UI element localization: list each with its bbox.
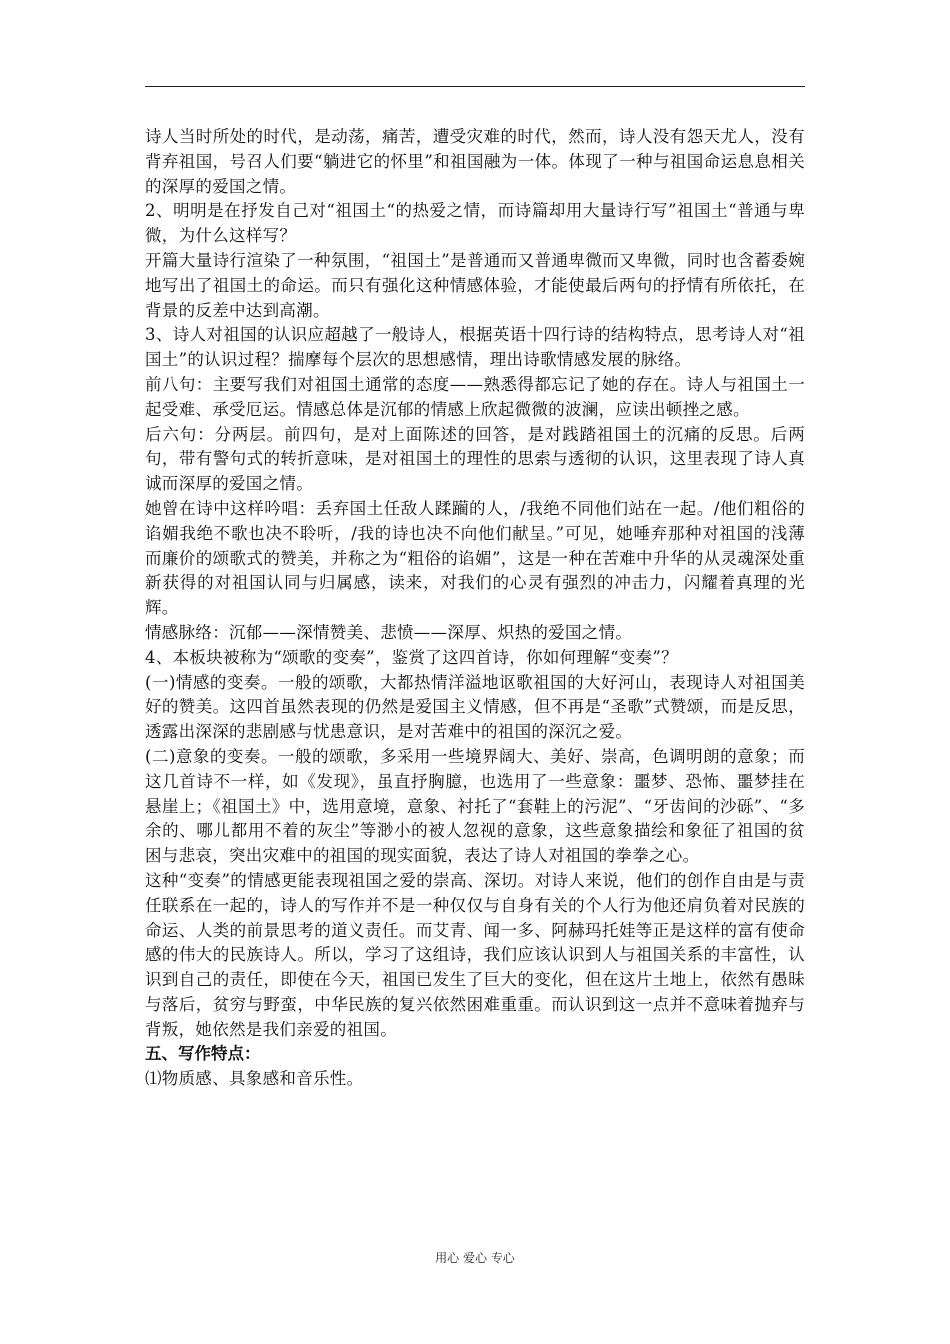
paragraph-era-context: 诗人当时所处的时代，是动荡，痛苦，遭受灾难的时代，然而，诗人没有怨天尤人，没有背弃祖国，号召人们要“躺进它的怀里”和祖国融为一体。体现了一种与祖国命运息息相关的深厚的爱国之情。 (145, 127, 805, 196)
answer-3-last-six-lines: 后六句：分两层。前四句，是对上面陈述的回答，是对践踏祖国土的沉痛的反思。后两句，带有警句式的转折意味，是对祖国土的理性的思索与透彻的认识，这里表现了诗人真诚而深厚的爱国之情。 (145, 424, 805, 494)
answer-3-quote: 她曾在诗中这样吟唱：丢弃国土任敌人蹂躏的人，/我绝不同他们站在一起。/他们粗俗的谄媚我绝不歌也决不聆听，/我的诗也决不向他们献呈。”可见，她唾弃那种对祖国的浅薄而廉价的颂歌式的赞美，并称之为“粗俗的谄媚”，这是一种在苦难中升华的从灵魂深处重新获得的对祖国认同与归属感，读来，对我们的心灵有强烈的冲击力，闪耀着真理的光辉。 (145, 498, 805, 618)
emotion-thread: 情感脉络：沉郁——深情赞美、悲愤——深厚、炽热的爱国之情。 (145, 622, 633, 642)
question-2: 2、明明是在抒发自己对“祖国土“的热爱之情，而诗篇却用大量诗行写”祖国土“普通与卑微，为什么这样写？ (145, 201, 805, 246)
document-body (145, 125, 805, 1092)
question-3: 3、诗人对祖国的认识应超越了一般诗人，根据英语十四行诗的结构特点，思考诗人对“祖国土”的认识过程？揣摩每个层次的思想感情，理出诗歌情感发展的脉络。 (145, 325, 805, 370)
header-rule (145, 86, 805, 87)
question-4: 4、本板块被称为“颂歌的变奏”，鉴赏了这四首诗，你如何理解“变奏”？ (145, 647, 678, 667)
answer-3-first-eight-lines: 前八句：主要写我们对祖国土通常的态度——熟悉得都忘记了她的存在。诗人与祖国土一起受难、承受厄运。情感总体是沉郁的情感上欣起微微的波澜，应读出顿挫之感。 (145, 374, 805, 419)
answer-2: 开篇大量诗行渲染了一种氛围，“祖国土”是普通而又普通卑微而又卑微，同时也含蓄委婉地写出了祖国土的命运。而只有强化这种情感体验，才能使最后两句的抒情有所依托，在背景的反差中达到高潮。 (145, 250, 805, 320)
writing-feature-item-1: ⑴物质感、具象感和音乐性。 (145, 1069, 364, 1089)
answer-4-imagery-variation: (二)意象的变奏。一般的颂歌，多采用一些境界阔大、美好、崇高，色调明朗的意象；而这几首诗不一样，如《发现》，虽直抒胸臆，也选用了一些意象：噩梦、恐怖、噩梦挂在悬崖上；《祖国土》中，选用意境，意象、衬托了“套鞋上的污泥”、“牙齿间的沙砾”、“多余的、哪儿都用不着的灰尘”等渺小的被人忽视的意象，这些意象描绘和象征了祖国的贫困与悲哀，突出灾难中的祖国的现实面貌，表达了诗人对祖国的拳拳之心。 (145, 746, 805, 866)
page-footer: 用心 爱心 专心 (435, 1251, 515, 1265)
section-heading-writing-features: 五、写作特点： (145, 1044, 261, 1064)
answer-4-conclusion: 这种“变奏”的情感更能表现祖国之爱的崇高、深切。对诗人来说，他们的创作自由是与责任联系在一起的，诗人的写作并不是一种仅仅与自身有关的个人行为他还肩负着对民族的命运、人类的前景思考的道义责任。而艾青、闻一多、阿赫玛托娃等正是这样的富有使命感的伟大的民族诗人。所以，学习了这组诗，我们应该认识到人与祖国关系的丰富性，认识到自己的责任，即使在今天，祖国已发生了巨大的变化，但在这片土地上，依然有愚昧与落后，贫穷与野蛮，中华民族的复兴依然困难重重。而认识到这一点并不意味着抛弃与背叛，她依然是我们亲爱的祖国。 (145, 870, 805, 1039)
answer-4-emotion-variation: (一)情感的变奏。一般的颂歌，大都热情洋溢地讴歌祖国的大好河山，表现诗人对祖国美好的赞美。这四首虽然表现的仍然是爱国主义情感，但不再是“圣歌”式赞颂，而是反思，透露出深深的悲剧感与忧患意识，是对苦难中的祖国的深沉之爱。 (145, 672, 805, 742)
